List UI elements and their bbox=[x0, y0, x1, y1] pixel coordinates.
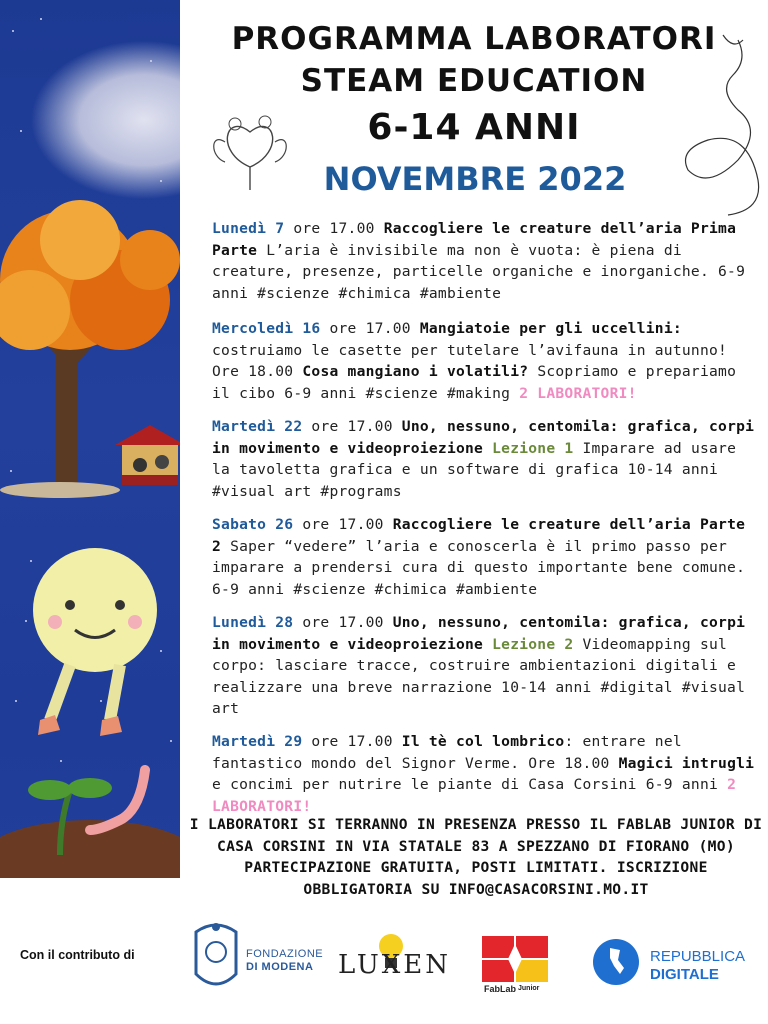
event-block bbox=[212, 218, 762, 304]
fablab-mark-icon bbox=[482, 936, 548, 982]
event-block bbox=[212, 612, 762, 720]
sprout-worm-illustration bbox=[0, 760, 180, 880]
birdhouse-illustration bbox=[110, 420, 180, 500]
event-title: Raccogliere le creature dell’aria Parte 2 bbox=[212, 516, 746, 555]
luxen-logo bbox=[338, 930, 451, 990]
event-title: Raccogliere le creature dell’aria Prima Parte bbox=[212, 220, 737, 259]
title-line-3: 6-14 ANNI bbox=[367, 107, 581, 148]
left-illustration-panel bbox=[0, 0, 180, 1024]
event-date: Martedì 29 bbox=[212, 733, 303, 750]
title-line-1: PROGRAMMA LABORATORI bbox=[231, 21, 717, 57]
fondazione-line-1: FONDAZIONE bbox=[246, 948, 324, 960]
event-title: Uno, nessuno, centomila: grafica, corpi in movimento e videoproiezione bbox=[212, 614, 746, 653]
event-date: Mercoledì 16 bbox=[212, 320, 321, 337]
event-block bbox=[212, 514, 762, 600]
repubblica-line-2: DIGITALE bbox=[650, 966, 719, 983]
fondazione-modena-logo bbox=[192, 918, 322, 998]
fablab-line-1: FabLab bbox=[484, 984, 517, 994]
air-creature-illustration bbox=[10, 530, 180, 750]
event-lesson: Lezione 2 bbox=[483, 635, 574, 653]
italy-map-icon bbox=[592, 938, 640, 986]
event-block bbox=[212, 416, 762, 502]
title-line-2: STEAM EDUCATION bbox=[300, 63, 648, 99]
event-time: ore 17.00 bbox=[284, 220, 384, 237]
event-description: L’aria è invisibile ma non è vuota: è piena di creature, presenze, particelle organiche e inorganiche. 6-9 anni #scienze #chimica #ambiente bbox=[212, 241, 746, 302]
event-badge: 2 LABORATORI! bbox=[519, 384, 637, 402]
fondazione-line-2: DI MODENA bbox=[246, 961, 314, 973]
event-description-2: e concimi per nutrire le piante di Casa Corsini 6-9 anni bbox=[212, 776, 728, 793]
contribution-label: Con il contributo di bbox=[20, 948, 135, 962]
event-title: Uno, nessuno, centomila: grafica, corpi in movimento e videoproiezione bbox=[212, 418, 755, 457]
event-block bbox=[212, 318, 762, 404]
luxen-wordmark: LUXEN bbox=[338, 950, 451, 980]
event-description: Saper “vedere” l’aria e conoscerla è il primo passo per imparare a prendersi cura di questo importante bene comune. 6-9 anni #scienze #chimica #ambiente bbox=[212, 537, 746, 598]
cloud-illustration bbox=[30, 40, 180, 200]
registration-notice: I LABORATORI SI TERRANNO IN PRESENZA PRESSO IL FABLAB JUNIOR DI CASA CORSINI IN VIA STATALE 83 A SPEZZANO DI FIORANO (MO) PARTECIPAZIONE GRATUITA, POSTI LIMITATI. ISCRIZIONE OBBLIGATORIA SU INFO@CASACORSINI.MO.IT bbox=[189, 816, 763, 898]
event-title-2: Magici intrugli bbox=[618, 754, 755, 772]
event-title-2: Cosa mangiano i volatili? bbox=[302, 363, 529, 380]
event-description: : entrare nel fantastico mondo del Signor Verme. Ore 18.00 bbox=[212, 733, 682, 772]
event-title: Il tè col lombrico bbox=[401, 733, 565, 750]
event-description-2: Scopriamo e prepariamo il cibo 6-9 anni #scienze #making bbox=[212, 363, 737, 402]
event-title: Mangiatoie per gli uccellini: bbox=[419, 320, 682, 337]
event-badge: 2 LABORATORI! bbox=[212, 776, 737, 815]
event-block bbox=[212, 731, 762, 817]
event-date: Sabato 26 bbox=[212, 516, 294, 533]
repubblica-digitale-logo bbox=[592, 938, 752, 994]
event-time: ore 17.00 bbox=[293, 614, 393, 631]
fablab-junior-logo bbox=[482, 936, 552, 1006]
event-date: Lunedì 7 bbox=[212, 220, 285, 237]
event-time: ore 17.00 bbox=[320, 320, 420, 337]
event-date: Lunedì 28 bbox=[212, 614, 294, 631]
event-time: ore 17.00 bbox=[302, 418, 402, 435]
repubblica-line-1: REPUBBLICA bbox=[650, 948, 746, 965]
event-time: ore 17.00 bbox=[302, 733, 402, 750]
event-description: costruiamo le casette per tutelare l’avifauna in autunno! Ore 18.00 bbox=[212, 341, 728, 380]
event-description: Imparare ad usare la tavoletta grafica e un software di grafica 10-14 anni #visual art #programs bbox=[212, 439, 737, 500]
month-heading: NOVEMBRE 2022 bbox=[323, 160, 627, 198]
event-time: ore 17.00 bbox=[293, 516, 393, 533]
event-lesson: Lezione 1 bbox=[483, 439, 574, 457]
fondazione-crest-icon bbox=[192, 918, 240, 994]
fablab-line-2: Junior bbox=[518, 985, 540, 992]
event-description: Videomapping sul corpo: lasciare tracce, costruire ambientazioni digitali e realizzare una breve narrazione 10-14 anni #digital #visual art bbox=[212, 635, 746, 717]
event-date: Martedì 22 bbox=[212, 418, 303, 435]
